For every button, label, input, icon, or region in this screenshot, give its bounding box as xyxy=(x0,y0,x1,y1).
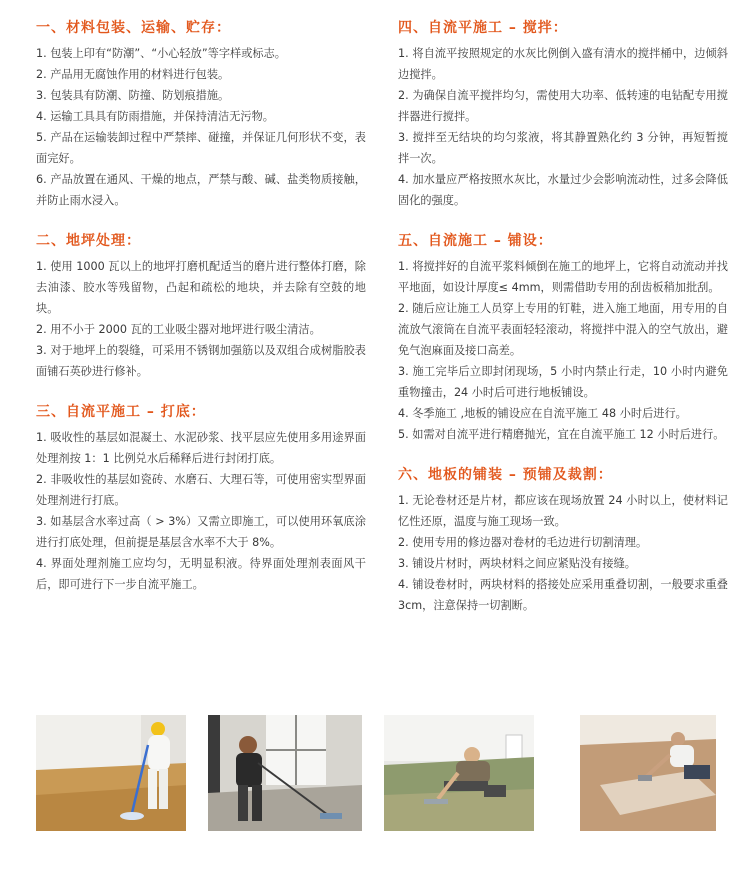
section-primer xyxy=(36,402,366,595)
list-item: 1. 将自流平按照规定的水灰比例倒入盛有清水的搅拌桶中，边倾斜边搅拌。 xyxy=(398,47,728,81)
list-item: 4. 铺设卷材时，两块材料的搭接处应采用重叠切割，一般要求重叠 3cm，注意保持一切割断。 xyxy=(398,578,728,612)
list-item: 2. 产品用无腐蚀作用的材料进行包装。 xyxy=(36,68,230,81)
list-item: 4. 冬季施工 ,地板的铺设应在自流平施工 48 小时后进行。 xyxy=(398,407,687,420)
worker-mopping-floor-photo xyxy=(36,715,186,831)
list-item: 1. 包装上印有“防潮”、“小心轻放”等字样或标志。 xyxy=(36,47,286,60)
section-title: 五、自流施工 – 铺设： xyxy=(398,233,553,249)
list-item: 2. 非吸收性的基层如瓷砖、水磨石、大理石等，可使用密实型界面处理剂进行打底。 xyxy=(36,473,366,507)
list-item: 1. 将搅拌好的自流平浆料倾倒在施工的地坪上，它将自动流动并找平地面，如设计厚度≤ 4mm，则需借助专用的刮齿板稍加批刮。 xyxy=(398,260,728,294)
worker-kneeling-troweling-photo xyxy=(384,715,534,831)
list-item: 1. 使用 1000 瓦以上的地坪打磨机配适当的磨片进行整体打磨，除去油漆、胶水等残留物，凸起和疏松的地块，并去除有空鼓的地块。 xyxy=(36,260,366,315)
section-title: 一、材料包装、运输、贮存： xyxy=(36,20,231,36)
list-item: 3. 如基层含水率过高（ > 3%）又需立即施工，可以使用环氧底涂进行打底处理，但前提是基层含水率不大于 8%。 xyxy=(36,515,366,549)
section-laying xyxy=(398,465,728,616)
list-item: 3. 包装具有防潮、防撞、防划痕措施。 xyxy=(36,89,230,102)
section-title: 三、自流平施工 – 打底： xyxy=(36,404,206,420)
section-floor-treatment xyxy=(36,231,366,382)
list-item: 4. 界面处理剂施工应均匀，无明显积液。待界面处理剂表面风干后，即可进行下一步自流平施工。 xyxy=(36,557,366,591)
list-item: 1. 无论卷材还是片材，都应该在现场放置 24 小时以上，使材料记忆性还原，温度与施工现场一致。 xyxy=(398,494,728,528)
list-item: 2. 为确保自流平搅拌均匀，需使用大功率、低转速的电钻配专用搅拌器进行搅拌。 xyxy=(398,89,728,123)
list-item: 6. 产品放置在通风、干燥的地点，严禁与酸、碱、盐类物质接触，并防止雨水浸入。 xyxy=(36,173,366,207)
section-title: 六、地板的铺装 – 预铺及裁割： xyxy=(398,467,613,483)
list-item: 3. 施工完毕后立即封闭现场，5 小时内禁止行走，10 小时内避免重物撞击，24 小时后可进行地板铺设。 xyxy=(398,365,728,399)
list-item: 4. 加水量应严格按照水灰比，水量过少会影响流动性，过多会降低固化的强度。 xyxy=(398,173,728,207)
list-item: 3. 对于地坪上的裂缝，可采用不锈钢加强筋以及双组合成树脂胶表面铺石英砂进行修补。 xyxy=(36,344,366,378)
list-item: 5. 产品在运输装卸过程中严禁摔、碰撞，并保证几何形状不变，表面完好。 xyxy=(36,131,366,165)
photo-strip xyxy=(36,715,716,831)
section-pouring xyxy=(398,231,728,445)
worker-rolling-floor-photo xyxy=(208,715,362,831)
list-item: 3. 铺设片材时，两块材料之间应紧贴没有接缝。 xyxy=(398,557,636,570)
right-column xyxy=(398,18,728,636)
list-item: 2. 随后应让施工人员穿上专用的钉鞋，进入施工地面，用专用的自流放气滚筒在自流平表面轻轻滚动，将搅拌中混入的空气放出，避免气泡麻面及接口高差。 xyxy=(398,302,728,357)
list-item: 1. 吸收性的基层如混凝土、水泥砂浆、找平层应先使用多用途界面处理剂按 1：1 比例兑水后稀释后进行封闭打底。 xyxy=(36,431,366,465)
section-packaging xyxy=(36,18,366,211)
worker-laying-vinyl-photo xyxy=(580,715,716,831)
left-column xyxy=(36,18,366,615)
list-item: 3. 搅拌至无结块的均匀浆液，将其静置熟化约 3 分钟，再短暂搅拌一次。 xyxy=(398,131,728,165)
list-item: 2. 使用专用的修边器对卷材的毛边进行切割清理。 xyxy=(398,536,648,549)
list-item: 2. 用不小于 2000 瓦的工业吸尘器对地坪进行吸尘清洁。 xyxy=(36,323,321,336)
section-title: 二、地坪处理： xyxy=(36,233,141,249)
section-title: 四、自流平施工 – 搅拌： xyxy=(398,20,568,36)
list-item: 4. 运输工具具有防雨措施，并保持清洁无污物。 xyxy=(36,110,274,123)
list-item: 5. 如需对自流平进行精磨抛光，宜在自流平施工 12 小时后进行。 xyxy=(398,428,725,441)
section-mixing xyxy=(398,18,728,211)
